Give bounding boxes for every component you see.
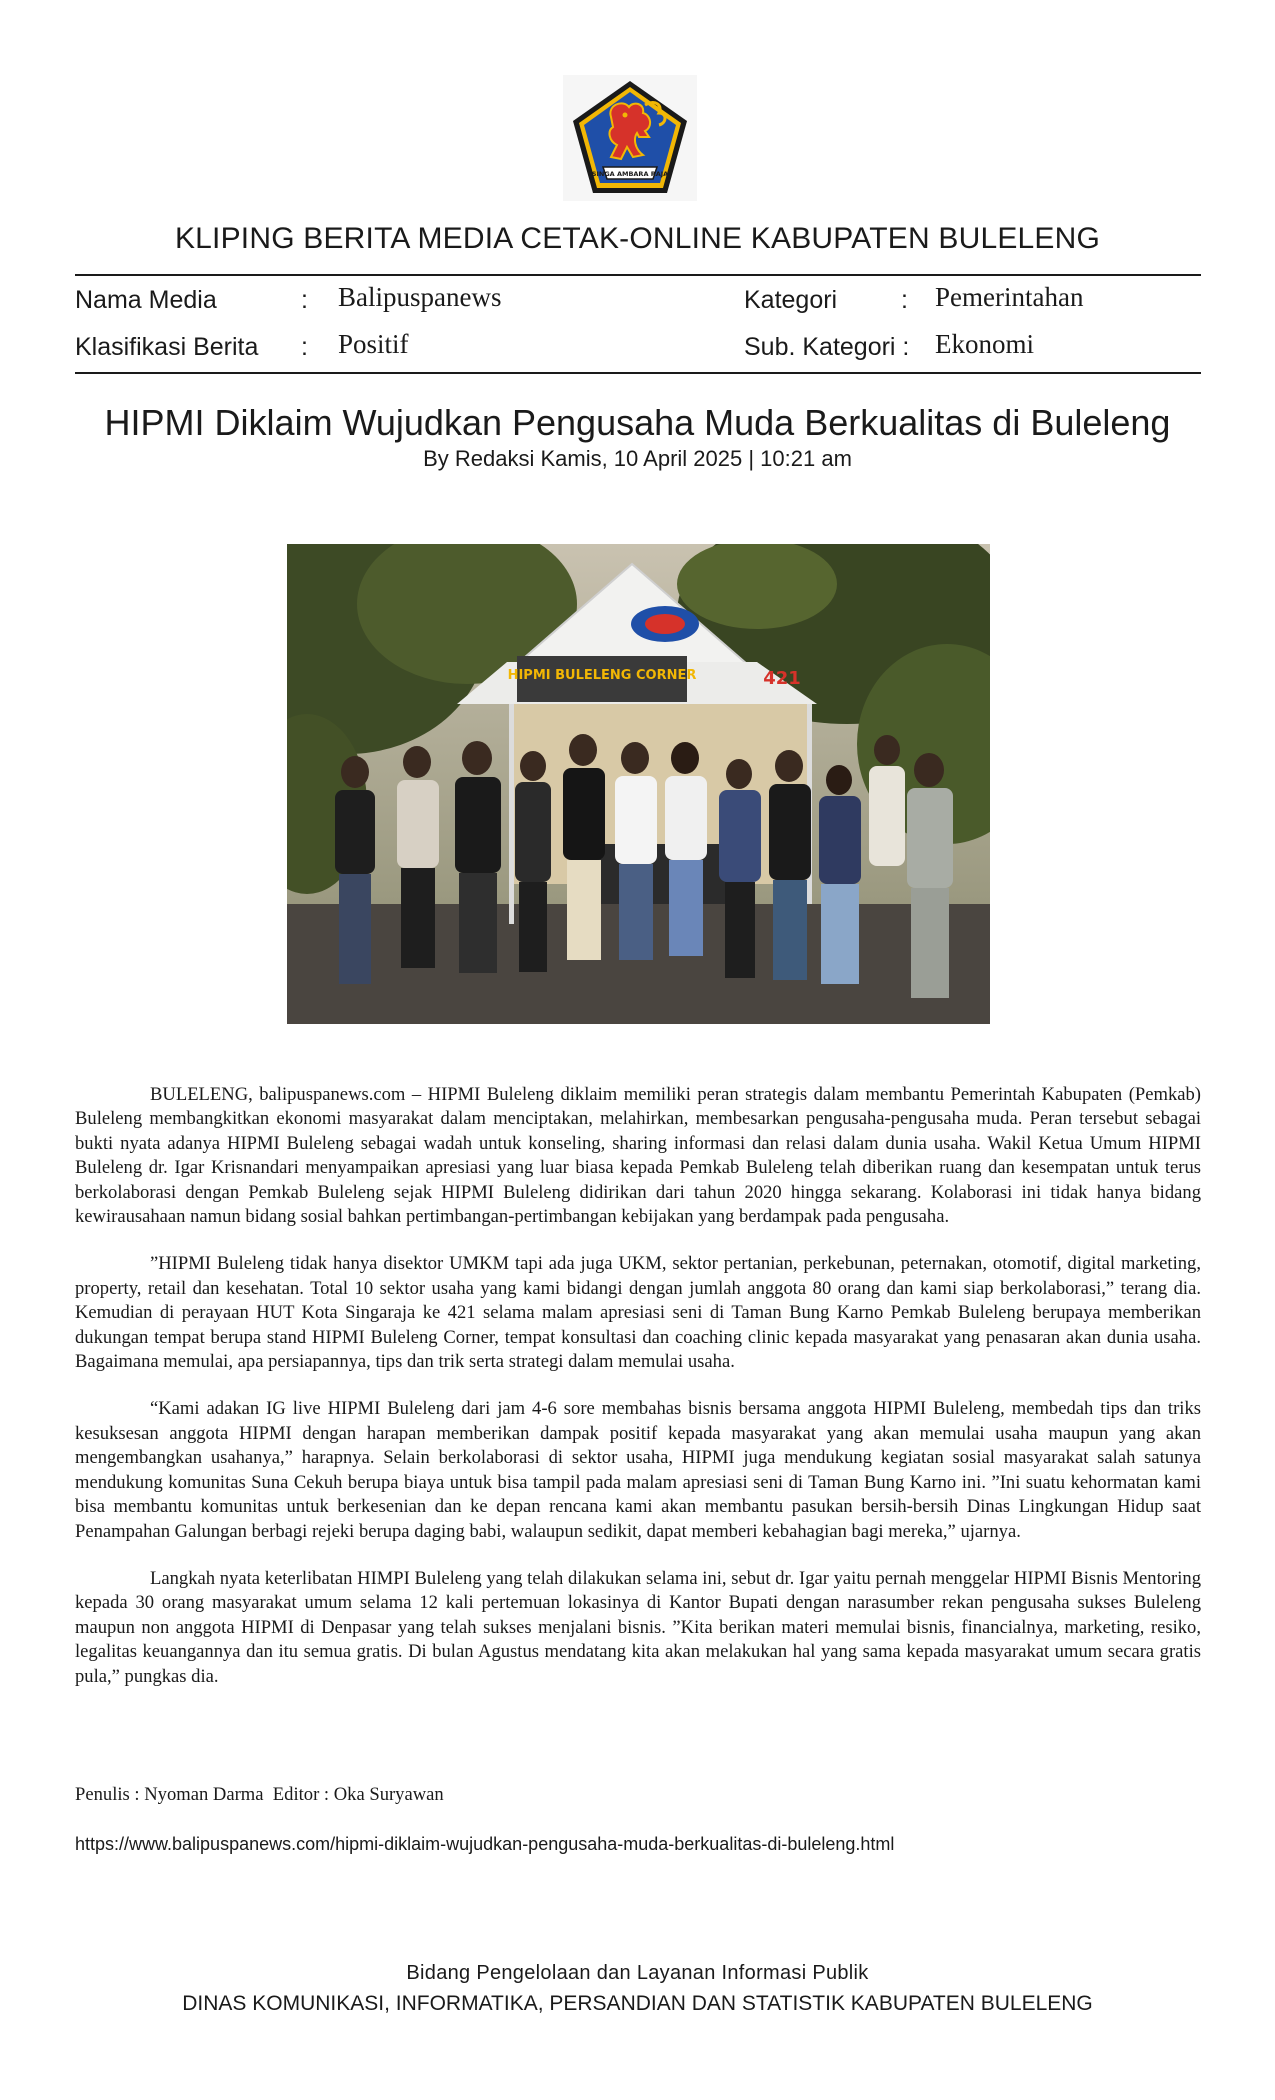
article-credit: Penulis : Nyoman Darma Editor : Oka Suryawan bbox=[75, 1784, 444, 1805]
booth-banner-text: HIPMI BULELENG CORNER bbox=[507, 668, 697, 683]
klasifikasi-label: Klasifikasi Berita bbox=[75, 333, 259, 361]
article-photo bbox=[287, 544, 990, 1024]
meta-row-2 bbox=[75, 325, 1201, 365]
kategori-value: Pemerintahan bbox=[935, 282, 1084, 312]
nama-media-value: Balipuspanews bbox=[338, 282, 502, 312]
sub-kategori-value: Ekonomi bbox=[935, 329, 1034, 359]
kategori-label: Kategori bbox=[744, 286, 838, 314]
booth-sign-number: 421 bbox=[763, 668, 801, 689]
klasifikasi-value: Positif bbox=[338, 329, 409, 359]
nama-media-label: Nama Media bbox=[75, 286, 217, 314]
article-headline: HIPMI Diklaim Wujudkan Pengusaha Muda Berkualitas di Buleleng bbox=[104, 402, 1171, 443]
article-paragraph: “Kami adakan IG live HIPMI Buleleng dari jam 4-6 sore membahas bisnis bersama anggota HIPMI Buleleng, membedah tips dan triks kesuksesan anggota HIPMI dengan harapan memberikan dampak positif kepada masyarakat yang akan memulai usaha maupun yang akan mengembangkan usahanya,” harapnya. Selain berkolaborasi di sektor usaha, HIPMI juga mendukung kegiatan sosial masyarakat salah satunya mendukung komunitas Suna Cekuh berupa biaya untuk bisa tampil pada malam apresiasi seni di Taman Bung Karno ini. ”Ini suatu kehormatan kami bisa membantu komunitas untuk berkesenian dan ke depan rencana kami akan membantu pasukan bersih-bersih Dinas Lingkungan Hidup saat Penampahan Galungan berbagi rejeki berupa daging babi, walaupun sedikit, dapat memberi kebahagian bagi mereka,” ujarnya. bbox=[75, 1398, 1201, 1542]
source-url-link[interactable]: https://www.balipuspanews.com/hipmi-diklaim-wujudkan-pengusaha-muda-berkualitas-di-buleleng.html bbox=[75, 1834, 895, 1854]
sub-kategori-label: Sub. Kategori : bbox=[744, 333, 910, 361]
meta-row-1 bbox=[75, 278, 1201, 318]
top-rule bbox=[75, 274, 1201, 276]
article-body bbox=[75, 1083, 1201, 1712]
article-paragraph: ”HIPMI Buleleng tidak hanya disektor UMKM tapi ada juga UKM, sektor pertanian, perkebunan, peternakan, otomotif, digital marketing, property, retail dan kesehatan. Total 10 sektor usaha yang kami bidangi dengan jumlah anggota 80 orang dan kami siap berkolaborasi,” terang dia. Kemudian di perayaan HUT Kota Singaraja ke 421 selama malam apresiasi seni di Taman Bung Karno Pemkab Buleleng berupaya memberikan dukungan tempat berupa stand HIPMI Buleleng Corner, tempat konsultasi dan coaching clinic kepada masyarakat yang penasaran akan dunia usaha. Bagaimana memulai, apa persiapannya, tips dan trik serta strategi dalam memulai usaha. bbox=[75, 1253, 1201, 1373]
footer-department: Bidang Pengelolaan dan Layanan Informasi Publik bbox=[406, 1962, 869, 1984]
logo-motto-text: SINGA AMBARA RAJA bbox=[591, 170, 669, 178]
bottom-rule bbox=[75, 372, 1201, 374]
singa-ambara-raja-emblem-icon bbox=[563, 75, 697, 201]
page-title: KLIPING BERITA MEDIA CETAK-ONLINE KABUPATEN BULELENG bbox=[174, 222, 1101, 255]
meta-colon: : bbox=[901, 286, 908, 314]
meta-colon: : bbox=[301, 286, 308, 314]
footer-agency: DINAS KOMUNIKASI, INFORMATIKA, PERSANDIAN DAN STATISTIK KABUPATEN BULELENG bbox=[182, 1992, 1093, 2015]
regency-logo bbox=[563, 75, 697, 201]
article-paragraph: Langkah nyata keterlibatan HIMPI Buleleng yang telah dilakukan selama ini, sebut dr. Igar yaitu pernah menggelar HIPMI Bisnis Mentoring kepada 30 orang masyarakat umum selama 12 kali pertemuan lokasinya di Kantor Bupati dengan narasumber rekan pengusaha sukses Buleleng maupun non anggota HIPMI di Denpasar yang telah sukses menjalani bisnis. ”Kita berikan materi memulai bisnis, financialnya, marketing, resiko, legalitas keuangannya dan itu semua gratis. Di bulan Agustus mendatang kita akan melakukan hal yang sama kepada masyarakat umum secara gratis pula,” pungkas dia. bbox=[75, 1567, 1201, 1687]
hipmi-booth-photo bbox=[287, 544, 990, 1024]
article-byline: By Redaksi Kamis, 10 April 2025 | 10:21 am bbox=[423, 446, 852, 471]
article-paragraph: BULELENG, balipuspanews.com – HIPMI Buleleng diklaim memiliki peran strategis dalam membantu Pemerintah Kabupaten (Pemkab) Buleleng membangkitkan ekonomi masyarakat dalam menciptakan, melahirkan, membesarkan pengusaha-pengusaha muda. Peran tersebut sebagai bukti nyata adanya HIPMI Buleleng sebagai wadah untuk konseling, sharing informasi dan relasi dalam dunia usaha. Wakil Ketua Umum HIPMI Buleleng dr. Igar Krisnandari menyampaikan apresiasi yang luar biasa kepada Pemkab Buleleng telah diberikan ruang dan kesempatan untuk terus berkolaborasi dengan Pemkab Buleleng sejak HIPMI Buleleng didirikan dari tahun 2020 hingga sekarang. Kolaborasi ini tidak hanya bidang kewirausahaan namun bidang sosial bahkan pertimbangan-pertimbangan kebijakan yang berdampak pada pengusaha. bbox=[75, 1084, 1201, 1228]
meta-colon: : bbox=[301, 333, 308, 361]
